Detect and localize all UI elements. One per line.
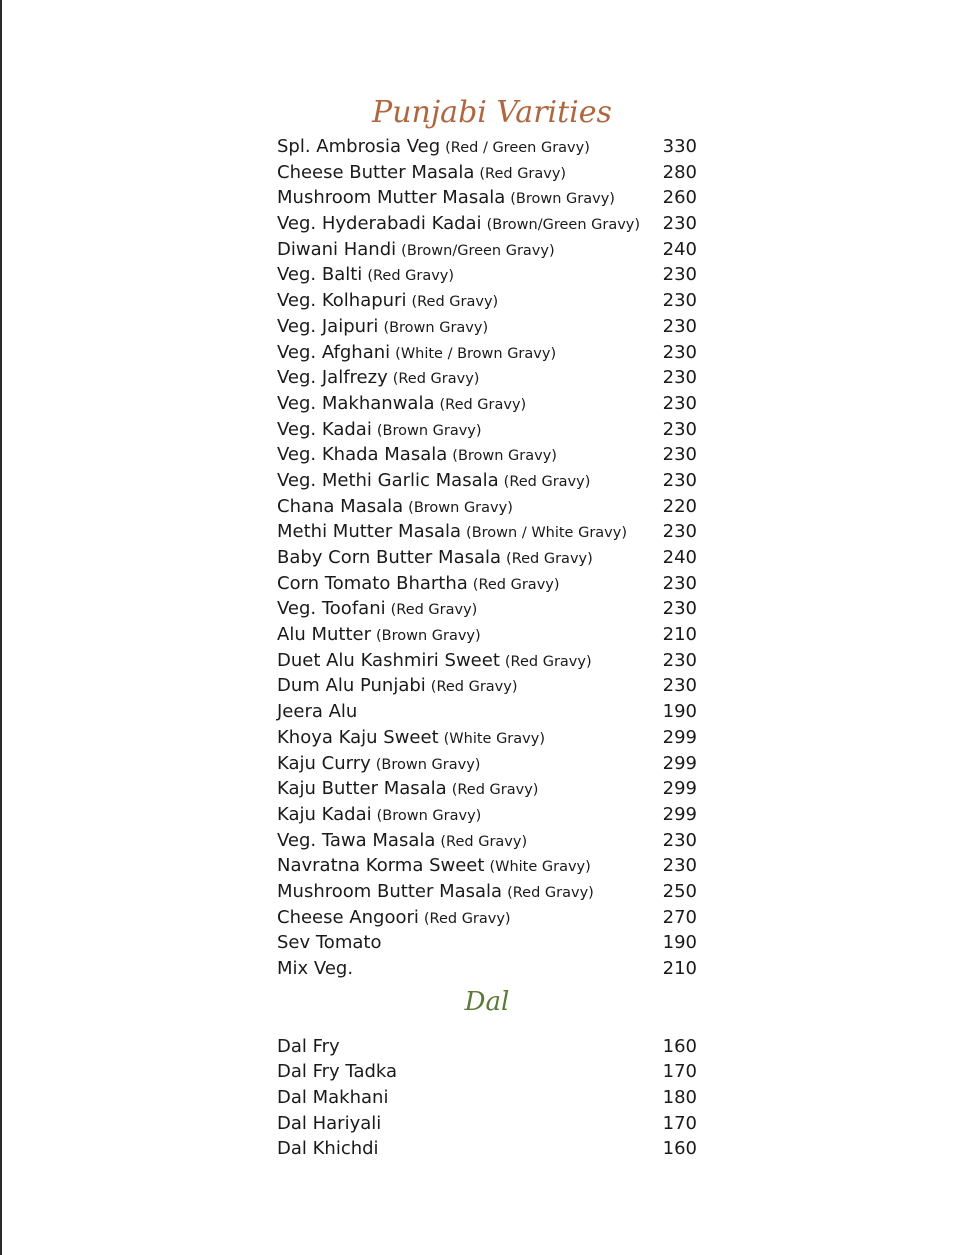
- menu-item-name: Navratna Korma Sweet: [277, 855, 485, 877]
- menu-item-gravy-note: (Red Gravy): [479, 165, 567, 182]
- menu-item-gravy-note: (Brown/Green Gravy): [486, 217, 641, 234]
- menu-item-gravy-note: (Red Gravy): [392, 371, 480, 388]
- menu-item: [277, 239, 697, 265]
- menu-item: [277, 804, 697, 830]
- section-title-punjabi-varities: Punjabi Varities: [372, 95, 612, 130]
- menu-item-label: [277, 213, 640, 234]
- menu-item: [277, 419, 697, 445]
- menu-item-gravy-note: (Red Gravy): [390, 602, 478, 619]
- menu-item-name: Dal Fry Tadka: [277, 1061, 398, 1083]
- menu-item-price: 210: [662, 624, 697, 646]
- menu-item-name: Kaju Curry: [277, 752, 371, 774]
- menu-item-price: 299: [662, 752, 697, 774]
- menu-item: [277, 855, 697, 881]
- menu-item-name: Veg. Hyderabadi Kadai: [277, 213, 482, 235]
- menu-item-name: Baby Corn Butter Masala: [277, 547, 502, 568]
- menu-item-label: [277, 804, 481, 825]
- menu-item-name: Dum Alu Punjabi: [277, 675, 426, 697]
- menu-item-label: [277, 136, 590, 157]
- menu-item-gravy-note: (Brown Gravy): [510, 191, 615, 208]
- menu-item-price: 280: [662, 161, 697, 183]
- menu-item: [277, 367, 697, 393]
- menu-item-label: [277, 624, 481, 645]
- menu-item-name: Veg. Khada Masala: [277, 444, 448, 466]
- menu-item-label: [277, 367, 479, 388]
- menu-item-label: [277, 881, 594, 902]
- menu-item-name: Diwani Handi: [277, 238, 397, 260]
- menu-item-label: [277, 547, 593, 568]
- menu-item-price: 230: [662, 315, 697, 337]
- menu-item-label: [277, 290, 498, 311]
- menu-item-price: 230: [662, 341, 697, 363]
- menu-item: [277, 830, 697, 856]
- menu-item-name: Veg. Methi Garlic Masala: [277, 469, 499, 491]
- menu-item-price: 180: [662, 1087, 697, 1109]
- menu-item-price: 230: [662, 649, 697, 671]
- menu-item: [277, 342, 697, 368]
- menu-item-label: [277, 932, 381, 953]
- menu-item-label: [277, 1113, 381, 1134]
- menu-item-name: Dal Makhani: [277, 1087, 389, 1109]
- menu-item-price: 230: [662, 444, 697, 466]
- menu-item-label: [277, 342, 556, 363]
- menu-item-price: 230: [662, 418, 697, 440]
- menu-item-price: 260: [662, 187, 697, 209]
- menu-item-name: Kaju Kadai: [277, 803, 372, 825]
- menu-item-price: 330: [662, 136, 697, 157]
- menu-item-name: Veg. Jalfrezy: [277, 367, 388, 389]
- menu-item: [277, 701, 697, 727]
- menu-item: [277, 573, 697, 599]
- menu-item-gravy-note: (Brown Gravy): [376, 807, 482, 824]
- menu-item-price: 230: [662, 367, 697, 389]
- menu-item-price: 160: [662, 1138, 697, 1160]
- menu-item: [277, 598, 697, 624]
- menu-item-label: [277, 521, 627, 542]
- menu-item-name: Veg. Toofani: [277, 598, 386, 620]
- menu-item-name: Mushroom Butter Masala: [277, 880, 503, 902]
- menu-item: [277, 958, 697, 984]
- menu-item: [277, 444, 697, 470]
- menu-item: [277, 624, 697, 650]
- menu-item-label: [277, 701, 357, 722]
- menu-item-label: [277, 675, 518, 696]
- menu-item: [277, 753, 697, 779]
- menu-item-price: 230: [662, 392, 697, 414]
- menu-item-gravy-note: (Red Gravy): [411, 294, 499, 311]
- menu-item-gravy-note: (Red Gravy): [503, 473, 591, 490]
- menu-item: [277, 393, 697, 419]
- menu-item-gravy-note: (Brown Gravy): [408, 499, 513, 516]
- menu-item-name: Veg. Makhanwala: [277, 392, 435, 414]
- menu-item: [277, 1061, 697, 1087]
- menu-item-label: [277, 907, 511, 928]
- menu-item-label: [277, 444, 557, 465]
- menu-item-label: [277, 753, 480, 774]
- menu-item-name: Kaju Butter Masala: [277, 778, 447, 800]
- menu-item-gravy-note: (Brown Gravy): [383, 319, 489, 336]
- menu-item: [277, 264, 697, 290]
- menu-item: [277, 162, 697, 188]
- menu-item-label: [277, 187, 615, 208]
- menu-item-label: [277, 855, 591, 876]
- menu-item-price: 170: [662, 1112, 697, 1134]
- menu-item-label: [277, 958, 353, 979]
- menu-item-name: Veg. Tawa Masala: [277, 829, 436, 851]
- menu-item-name: Methi Mutter Masala: [277, 521, 462, 543]
- menu-item-price: 270: [662, 906, 697, 928]
- menu-item-price: 230: [662, 469, 697, 491]
- menu-item-price: 230: [662, 521, 697, 543]
- menu-item-name: Veg. Balti: [277, 264, 363, 286]
- menu-item-name: Alu Mutter: [277, 624, 371, 646]
- menu-item: [277, 290, 697, 316]
- menu-item-gravy-note: (Red Gravy): [504, 653, 592, 670]
- menu-item: [277, 932, 697, 958]
- menu-item-gravy-note: (White / Brown Gravy): [395, 345, 557, 362]
- menu-item: [277, 521, 697, 547]
- menu-item: [277, 907, 697, 933]
- menu-item-label: [277, 470, 590, 491]
- menu-item-gravy-note: (Brown Gravy): [375, 628, 481, 645]
- menu-item-gravy-note: (Red Gravy): [506, 551, 593, 567]
- menu-item-gravy-note: (White Gravy): [443, 730, 545, 747]
- menu-item: [277, 136, 697, 162]
- menu-item-price: 230: [662, 855, 697, 877]
- menu-item-name: Dal Fry: [277, 1035, 340, 1057]
- dal-list: [277, 1036, 697, 1164]
- menu-item-label: [277, 573, 560, 594]
- menu-item-gravy-note: (Red Gravy): [507, 884, 594, 901]
- menu-item-price: 299: [662, 726, 697, 748]
- menu-item-label: [277, 1138, 379, 1159]
- menu-item-name: Cheese Angoori: [277, 906, 419, 928]
- menu-item-price: 230: [662, 598, 697, 620]
- menu-item-price: 230: [662, 213, 697, 235]
- menu-item-name: Dal Khichdi: [277, 1138, 379, 1160]
- menu-item-price: 299: [662, 803, 697, 825]
- menu-item: [277, 1138, 697, 1164]
- menu-item-gravy-note: (Red Gravy): [472, 576, 560, 593]
- menu-item-label: [277, 778, 538, 799]
- menu-item-label: [277, 264, 454, 285]
- menu-item-price: 160: [662, 1035, 697, 1057]
- menu-item: [277, 213, 697, 239]
- menu-item: [277, 1113, 697, 1139]
- menu-item-price: 230: [662, 829, 697, 851]
- menu-item-name: Mix Veg.: [277, 958, 354, 979]
- menu-item-price: 190: [662, 932, 697, 954]
- section-title-dal: Dal: [464, 986, 510, 1017]
- menu-page: [277, 86, 697, 1164]
- menu-item-name: Spl. Ambrosia Veg: [277, 136, 441, 157]
- menu-item-price: 230: [662, 264, 697, 286]
- menu-item-label: [277, 650, 592, 671]
- menu-item-label: [277, 316, 488, 337]
- menu-item-gravy-note: (Brown / White Gravy): [466, 525, 627, 542]
- menu-item-name: Khoya Kaju Sweet: [277, 726, 439, 748]
- menu-item: [277, 187, 697, 213]
- menu-item: [277, 1087, 697, 1113]
- menu-item: [277, 881, 697, 907]
- menu-item: [277, 547, 697, 573]
- menu-item: [277, 675, 697, 701]
- menu-item-name: Mushroom Mutter Masala: [277, 187, 506, 209]
- menu-item-price: 220: [662, 495, 697, 517]
- menu-item-label: [277, 1061, 397, 1082]
- menu-item-name: Chana Masala: [277, 495, 404, 517]
- menu-item-name: Cheese Butter Masala: [277, 161, 475, 183]
- menu-item-name: Veg. Jaipuri: [277, 315, 379, 337]
- menu-item-price: 240: [662, 238, 697, 260]
- menu-item-label: [277, 598, 477, 619]
- menu-item-label: [277, 393, 526, 414]
- menu-item-gravy-note: (Red Gravy): [439, 396, 527, 413]
- menu-item-price: 230: [662, 290, 697, 312]
- page-left-border: [0, 0, 2, 1255]
- menu-item: [277, 1036, 697, 1062]
- menu-item-label: [277, 419, 482, 440]
- menu-item: [277, 778, 697, 804]
- menu-item-name: Duet Alu Kashmiri Sweet: [277, 649, 500, 671]
- menu-item-price: 230: [662, 675, 697, 697]
- menu-item-gravy-note: (Brown/Green Gravy): [401, 242, 555, 259]
- menu-item-label: [277, 496, 513, 517]
- menu-item-label: [277, 239, 555, 260]
- menu-item-name: Corn Tomato Bhartha: [277, 572, 468, 594]
- menu-item-label: [277, 830, 527, 851]
- menu-item-gravy-note: (Brown Gravy): [375, 756, 481, 773]
- menu-item-name: Sev Tomato: [277, 932, 382, 954]
- menu-item-label: [277, 1087, 388, 1108]
- menu-item-price: 250: [662, 880, 697, 902]
- menu-item-price: 210: [662, 958, 697, 979]
- menu-item-name: Veg. Afghani: [277, 341, 391, 363]
- menu-item-name: Veg. Kolhapuri: [277, 290, 407, 312]
- menu-item-gravy-note: (Red Gravy): [440, 833, 528, 850]
- menu-item-price: 299: [662, 778, 697, 800]
- menu-item-gravy-note: (Red Gravy): [451, 782, 539, 799]
- menu-item-label: [277, 1036, 340, 1057]
- menu-item: [277, 470, 697, 496]
- punjabi-varities-list: [277, 136, 697, 984]
- menu-item-gravy-note: (Red / Green Gravy): [445, 140, 590, 156]
- menu-item: [277, 650, 697, 676]
- menu-item-name: Jeera Alu: [277, 701, 358, 723]
- menu-item-gravy-note: (Red Gravy): [367, 268, 455, 285]
- menu-item-gravy-note: (White Gravy): [489, 859, 591, 876]
- menu-item-name: Dal Hariyali: [277, 1112, 382, 1134]
- menu-item-gravy-note: (Brown Gravy): [452, 448, 557, 465]
- menu-item: [277, 727, 697, 753]
- menu-item: [277, 316, 697, 342]
- menu-item-gravy-note: (Brown Gravy): [376, 422, 482, 439]
- menu-item-price: 170: [662, 1061, 697, 1083]
- menu-item-price: 240: [662, 547, 697, 568]
- menu-item-price: 230: [662, 572, 697, 594]
- menu-item-name: Veg. Kadai: [277, 418, 372, 440]
- menu-item-gravy-note: (Red Gravy): [430, 679, 518, 696]
- menu-item-label: [277, 727, 545, 748]
- menu-item: [277, 496, 697, 522]
- menu-item-gravy-note: (Red Gravy): [423, 910, 511, 927]
- menu-item-label: [277, 162, 566, 183]
- menu-item-price: 190: [662, 701, 697, 723]
